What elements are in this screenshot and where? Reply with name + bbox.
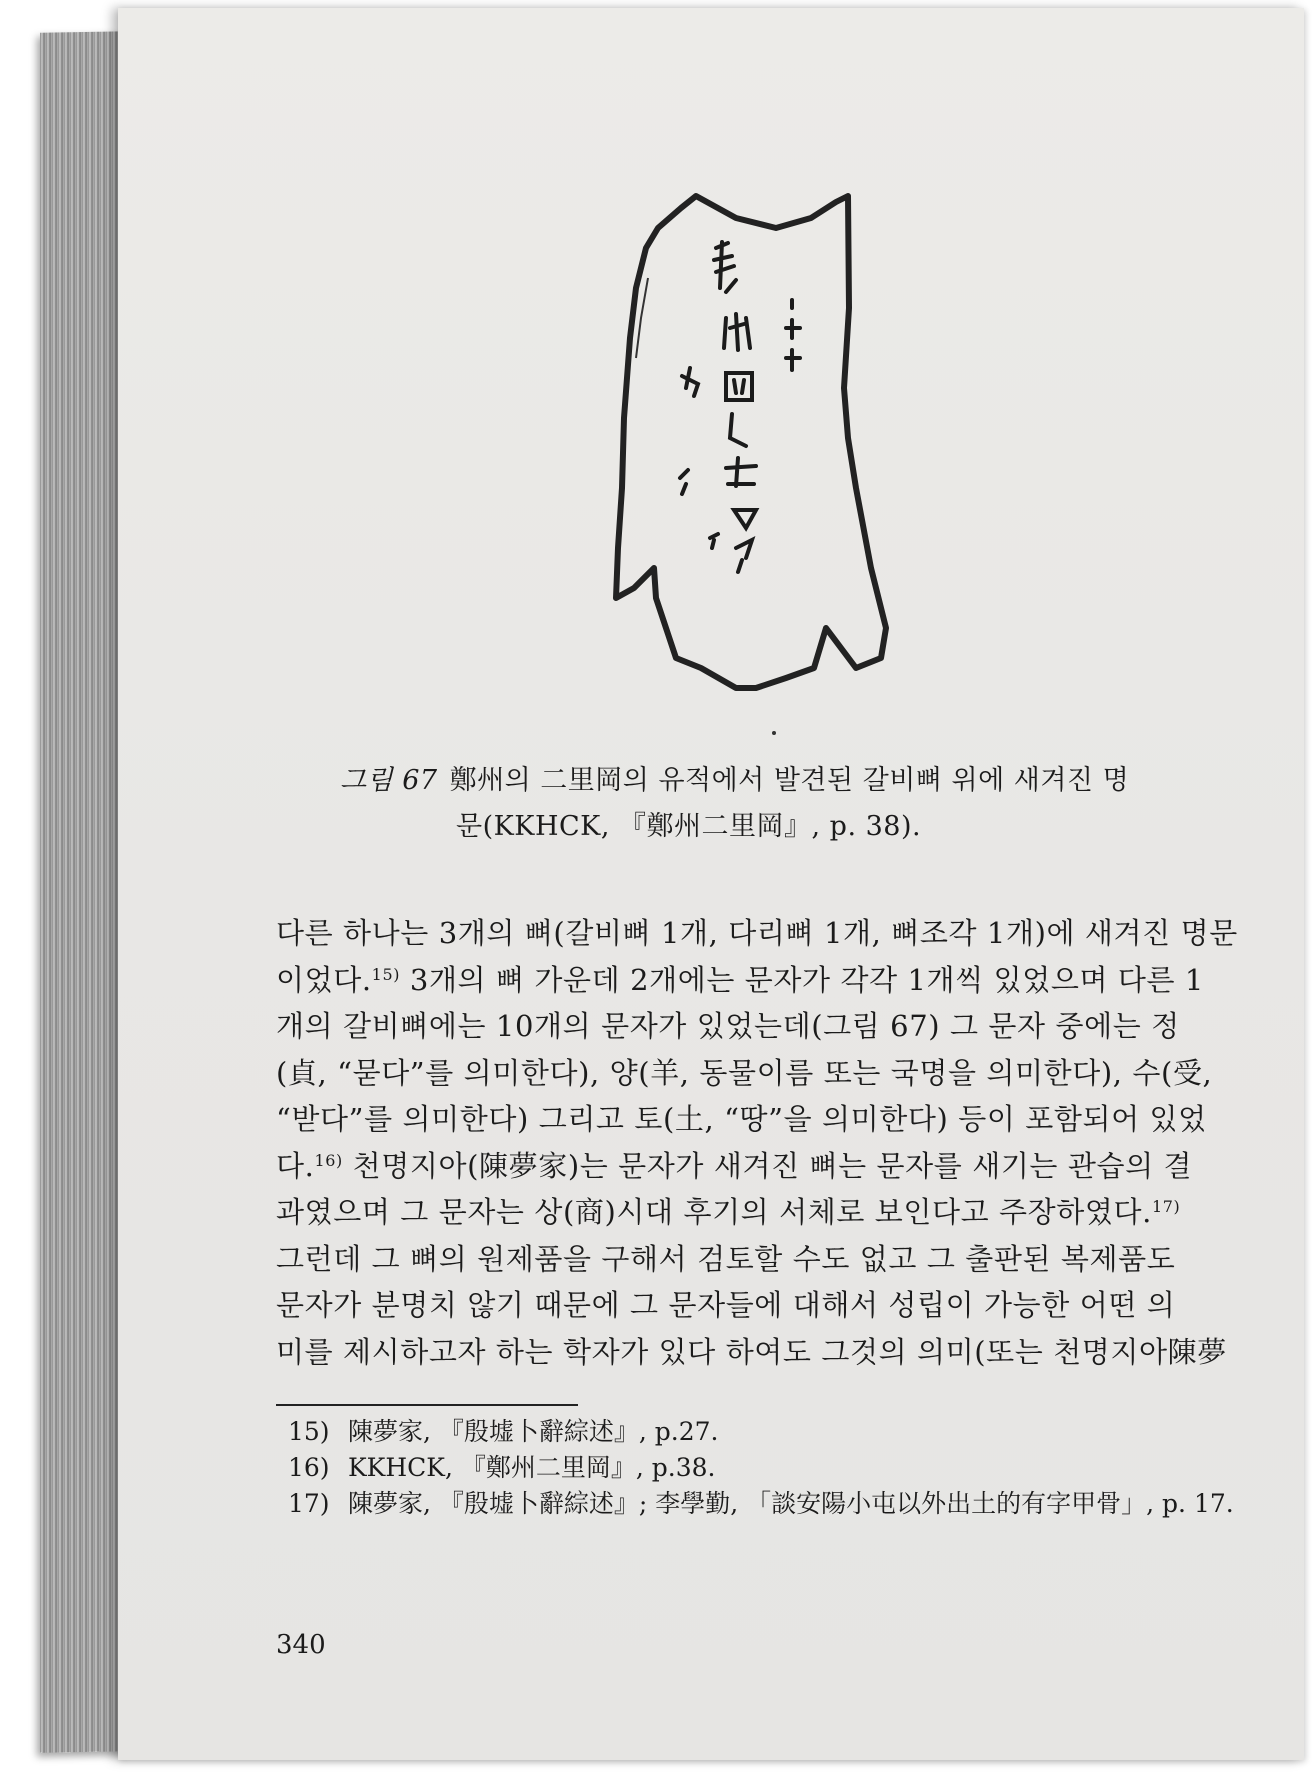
- footnote-divider: [276, 1404, 578, 1406]
- footnote: [288, 1450, 1316, 1486]
- caption-label: 그림 67: [340, 765, 438, 796]
- body-line: [276, 1329, 1316, 1376]
- footnote-text: 陳夢家, 『殷墟卜辭綜述』, p.27.: [348, 1417, 719, 1446]
- body-line: [276, 1282, 1316, 1329]
- body-line-text: 천명지아(陳夢家)는 문자가 새겨진 뼈는 문자를 새기는 관습의 결: [342, 1148, 1193, 1183]
- footnote: [288, 1414, 1316, 1450]
- body-line-text: 문자가 분명치 않기 때문에 그 문자들에 대해서 성립이 가능한 어떤 의: [276, 1288, 1176, 1322]
- body-line: [276, 1143, 1316, 1190]
- footnotes: [288, 1414, 1316, 1522]
- body-line-text: 그런데 그 뼈의 원제품을 구해서 검토할 수도 없고 그 출판된 복제품도: [276, 1241, 1176, 1276]
- body-line-text: 미를 제시하고자 하는 학자가 있다 하여도 그것의 의미(또는 천명지아陳夢: [276, 1334, 1227, 1369]
- body-line: [276, 957, 1316, 1004]
- footnote-reference: 15): [371, 964, 401, 984]
- body-line-text: “받다”를 의미한다) 그리고 토(土, “땅”을 의미한다) 등이 포함되어 있었: [276, 1102, 1207, 1136]
- body-line: [276, 1189, 1316, 1236]
- inscribed-bone-figure: [586, 188, 1056, 748]
- footnote-reference: 16): [314, 1150, 343, 1170]
- footnote: [288, 1486, 1316, 1522]
- body-line-text: 과였으며 그 문자는 상(商)시대 후기의 서체로 보인다고 주장하였다.: [276, 1195, 1152, 1229]
- caption-text: 鄭州의 二里岡의 유적에서 발견된 갈비뼈 위에 새겨진 명: [449, 765, 1130, 796]
- body-line-text: 3개의 뼈 가운데 2개에는 문자가 각각 1개씩 있었으며 다른 1: [400, 962, 1204, 997]
- body-line-text: 다른 하나는 3개의 뼈(갈비뼈 1개, 다리뼈 1개, 뼈조각 1개)에 새겨진 명문: [276, 916, 1238, 950]
- body-line-text: 개의 갈비뼈에는 10개의 문자가 있었는데(그림 67) 그 문자 중에는 정: [276, 1009, 1180, 1043]
- body-line-text: 다.: [276, 1148, 315, 1183]
- footnote-text: 陳夢家, 『殷墟卜辭綜述』; 李學勤, 「談安陽小屯以外出土的有字甲骨」, p. 17.: [348, 1489, 1234, 1518]
- body-line: [276, 1050, 1316, 1097]
- body-line-text: 이었다.: [276, 962, 372, 997]
- footnote-number: 17): [288, 1489, 330, 1518]
- book-page-stack: [40, 31, 130, 1753]
- caption-line-1: [340, 758, 1300, 804]
- footnote-reference: 17): [1151, 1197, 1181, 1216]
- footnote-text: KKHCK, 『鄭州二里岡』, p.38.: [348, 1453, 716, 1482]
- body-line: [276, 1236, 1316, 1283]
- body-line: [276, 910, 1316, 957]
- caption-line-2: 문(KKHCK, 『鄭州二里岡』, p. 38).: [456, 811, 922, 842]
- footnote-number: 16): [288, 1453, 330, 1482]
- body-line: [276, 1003, 1316, 1050]
- figure-caption: [340, 758, 1300, 850]
- book-page: [118, 8, 1304, 1760]
- body-line: [276, 1096, 1316, 1143]
- body-paragraph: [276, 910, 1316, 1375]
- inscribed-rib-bone-drawing: [586, 188, 1056, 748]
- page-number: 340: [276, 1630, 326, 1660]
- footnote-number: 15): [288, 1417, 330, 1446]
- body-line-text: (貞, “묻다”를 의미한다), 양(羊, 동물이름 또는 국명을 의미한다), 수(受,: [276, 1055, 1213, 1090]
